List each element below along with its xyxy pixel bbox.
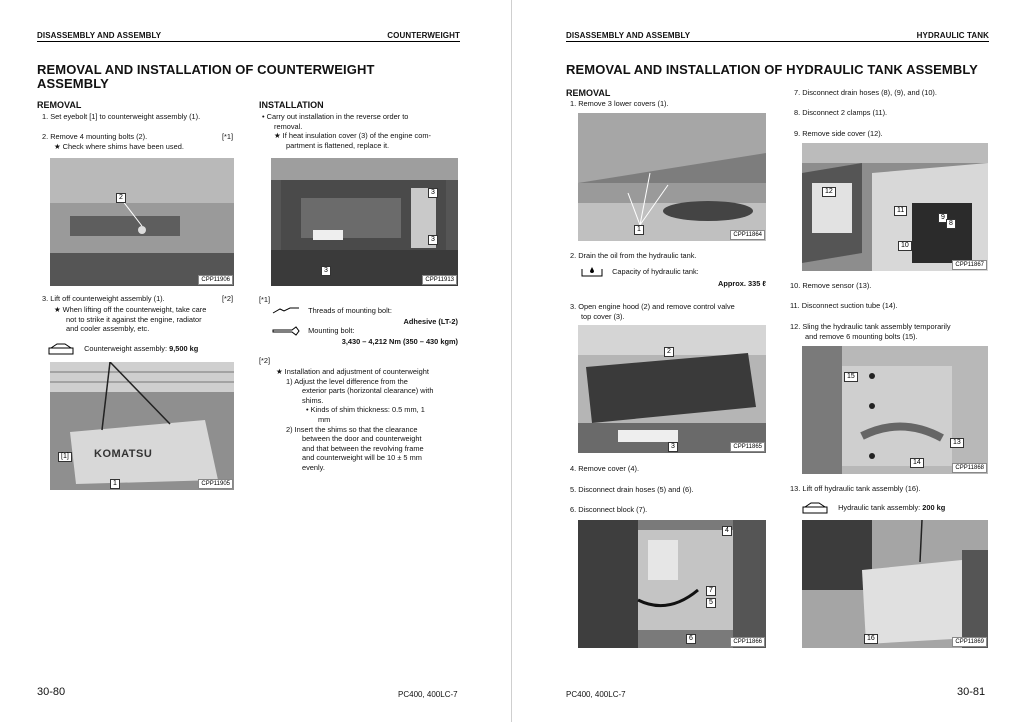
bolt-spec	[272, 326, 355, 336]
installation-heading: INSTALLATION	[259, 100, 324, 110]
r-photo5-callout-a: 15	[844, 372, 858, 382]
right-step1: 1. Remove 3 lower covers (1).	[570, 99, 669, 108]
capacity-label: Capacity of hydraulic tank:	[612, 266, 699, 276]
left-step3-note	[54, 305, 206, 334]
left-step2-ref: [*1]	[222, 132, 234, 141]
adj-line6: mm	[318, 414, 331, 424]
right-page-number: 30-81	[957, 686, 986, 698]
photo3-callout-c: 3	[321, 266, 331, 276]
step3-note-line2: not to strike it against the engine, radiator	[66, 314, 202, 324]
weight-label: Counterweight assembly:	[84, 343, 168, 353]
left-title-line2: ASSEMBLY	[37, 76, 109, 91]
r-photo3-code: CPP11866	[730, 637, 765, 647]
inst-line2: removal.	[274, 121, 303, 131]
r-photo4-callout-e: 10	[898, 241, 912, 251]
right-step10: 10. Remove sensor (13).	[790, 281, 872, 290]
photo3-code: CPP11913	[422, 275, 457, 285]
left-removal-heading: REMOVAL	[37, 100, 82, 110]
ref1: [*1]	[259, 295, 271, 304]
right-step7: 7. Disconnect drain hoses (8), (9), and (10).	[794, 88, 937, 97]
r-photo6-code: CPP11869	[952, 637, 987, 647]
right-step6: 6. Disconnect block (7).	[570, 505, 648, 514]
step12-line2: and remove 6 mounting bolts (15).	[805, 331, 918, 341]
left-page-number: 30-80	[37, 686, 66, 698]
r-photo1-callout: 1	[634, 225, 644, 235]
inst-line4: partment is flattened, replace it.	[286, 140, 390, 150]
right-header	[566, 31, 989, 42]
tank-weight-label: Hydraulic tank assembly:	[838, 502, 921, 512]
right-step12	[790, 322, 951, 341]
photo3-callout-b: 3	[428, 235, 438, 245]
adhesive-icon	[272, 306, 300, 316]
capacity-spec	[580, 266, 699, 278]
counterweight-weight	[48, 343, 198, 355]
adj-line11: evenly.	[302, 462, 325, 472]
bolt-value: 3,430 – 4,212 Nm (350 – 430 kgm)	[341, 337, 458, 346]
left-step3-ref: [*2]	[222, 294, 234, 303]
inst-line1: • Carry out installation in the reverse order to	[262, 112, 409, 121]
left-step2-note: ★ Check where shims have been used.	[54, 142, 184, 151]
ref2: [*2]	[259, 356, 271, 365]
counterweight-lift-photo	[50, 362, 234, 490]
r-photo3-callout-a: 4	[722, 526, 732, 536]
left-step2: 2. Remove 4 mounting bolts (2).	[42, 132, 148, 141]
threads-label: Threads of mounting bolt:	[308, 306, 392, 315]
right-step2: 2. Drain the oil from the hydraulic tank.	[570, 251, 697, 260]
r-photo2-code: CPP11865	[730, 442, 765, 452]
r-photo1-code: CPP11864	[730, 230, 765, 240]
r-photo4-code: CPP11867	[952, 260, 987, 270]
left-step1: 1. Set eyebolt [1] to counterweight assembly (1).	[42, 112, 201, 121]
right-header-topic: HYDRAULIC TANK	[916, 31, 989, 40]
left-header-section: DISASSEMBLY AND ASSEMBLY	[37, 31, 162, 40]
installation-text	[262, 112, 462, 150]
inst-line3: ★ If heat insulation cover (3) of the engine com-	[274, 131, 431, 141]
heat-cover-photo	[271, 158, 458, 286]
adj-line8: between the door and counterweight	[302, 434, 422, 444]
tank-lift-photo	[802, 520, 988, 648]
left-step3: 3. Lift off counterweight assembly (1).	[42, 294, 165, 303]
adj-line10: and counterweight will be 10 ± 5 mm	[302, 453, 422, 463]
step12-line1: 12. Sling the hydraulic tank assembly temporarily	[790, 322, 951, 331]
r-photo5-callout-b: 13	[950, 438, 964, 448]
r-photo4-callout-c: 9	[938, 213, 948, 223]
weight-value: 9,500 kg	[169, 343, 199, 353]
side-cover-photo	[802, 143, 988, 271]
step3-line2: top cover (3).	[581, 311, 625, 321]
right-step11: 11. Disconnect suction tube (14).	[790, 301, 898, 310]
photo2-callout-b: 1	[110, 479, 120, 489]
step3-note-line1: ★ When lifting off the counterweight, take care	[54, 305, 207, 314]
left-header-topic: COUNTERWEIGHT	[387, 31, 460, 40]
left-model: PC400, 400LC-7	[398, 690, 458, 699]
engine-hood-photo	[578, 325, 766, 453]
photo1-code: CPP11906	[198, 275, 233, 285]
right-step3	[570, 302, 735, 321]
mounting-bolts-photo	[802, 346, 988, 474]
r-photo5-code: CPP11868	[952, 463, 987, 473]
weight-icon	[48, 343, 74, 355]
left-title-line1: REMOVAL AND INSTALLATION OF COUNTERWEIGHT	[37, 62, 375, 77]
r-photo6-callout: 16	[864, 634, 878, 644]
capacity-value: Approx. 335 ℓ	[718, 279, 766, 288]
right-step9: 9. Remove side cover (12).	[794, 129, 883, 138]
adj-line2: 1) Adjust the level difference from the	[286, 376, 408, 386]
step3-note-line3: and cooler assembly, etc.	[66, 324, 150, 334]
adj-line4: shims.	[302, 395, 324, 405]
threads-spec	[272, 306, 392, 316]
r-photo2-callout-b: 3	[668, 442, 678, 452]
photo2-code: CPP11905	[198, 479, 233, 489]
right-removal-heading: REMOVAL	[566, 88, 611, 98]
counterweight-bolt-photo	[50, 158, 234, 286]
adj-line9: and that between the revolving frame	[302, 443, 424, 453]
photo2-callout-a: [1]	[58, 452, 72, 462]
tank-weight	[802, 502, 945, 514]
adj-line5: • Kinds of shim thickness: 0.5 mm, 1	[306, 405, 425, 415]
right-page	[512, 0, 1024, 722]
r-photo3-callout-d: 6	[686, 634, 696, 644]
torque-wrench-icon	[272, 326, 300, 336]
tank-weight-value: 200 kg	[922, 502, 946, 512]
bolt-label: Mounting bolt:	[308, 326, 355, 335]
oil-drain-icon	[580, 266, 604, 278]
right-model: PC400, 400LC-7	[566, 690, 626, 699]
adj-line3: exterior parts (horizontal clearance) with	[302, 386, 434, 396]
adjustment-text	[276, 367, 462, 473]
adj-line1: ★ Installation and adjustment of counterweight	[276, 367, 429, 376]
right-page-title: REMOVAL AND INSTALLATION OF HYDRAULIC TANK ASSEMBLY	[566, 62, 978, 77]
left-page-title	[37, 63, 375, 91]
photo1-callout: 2	[116, 193, 126, 203]
weight-icon	[802, 502, 828, 514]
r-photo2-callout-a: 2	[664, 347, 674, 357]
komatsu-brand-text: KOMATSU	[94, 448, 153, 460]
r-photo4-callout-d: 8	[946, 219, 956, 229]
r-photo3-callout-c: 5	[706, 598, 716, 608]
right-step5: 5. Disconnect drain hoses (5) and (6).	[570, 485, 694, 494]
threads-value: Adhesive (LT-2)	[403, 317, 458, 326]
right-step4: 4. Remove cover (4).	[570, 464, 640, 473]
right-header-section: DISASSEMBLY AND ASSEMBLY	[566, 31, 691, 40]
r-photo5-callout-c: 14	[910, 458, 924, 468]
r-photo4-callout-a: 12	[822, 187, 836, 197]
r-photo3-callout-b: 7	[706, 586, 716, 596]
right-step13: 13. Lift off hydraulic tank assembly (16).	[790, 484, 921, 493]
r-photo4-callout-b: 11	[894, 206, 907, 216]
adj-line7: 2) Insert the shims so that the clearance	[286, 424, 418, 434]
step3-line1: 3. Open engine hood (2) and remove control valve	[570, 302, 735, 311]
drain-hoses-photo	[578, 520, 766, 648]
photo3-callout-a: 3	[428, 188, 438, 198]
left-header	[37, 31, 460, 42]
lower-covers-photo	[578, 113, 766, 241]
right-step8: 8. Disconnect 2 clamps (11).	[794, 108, 888, 117]
